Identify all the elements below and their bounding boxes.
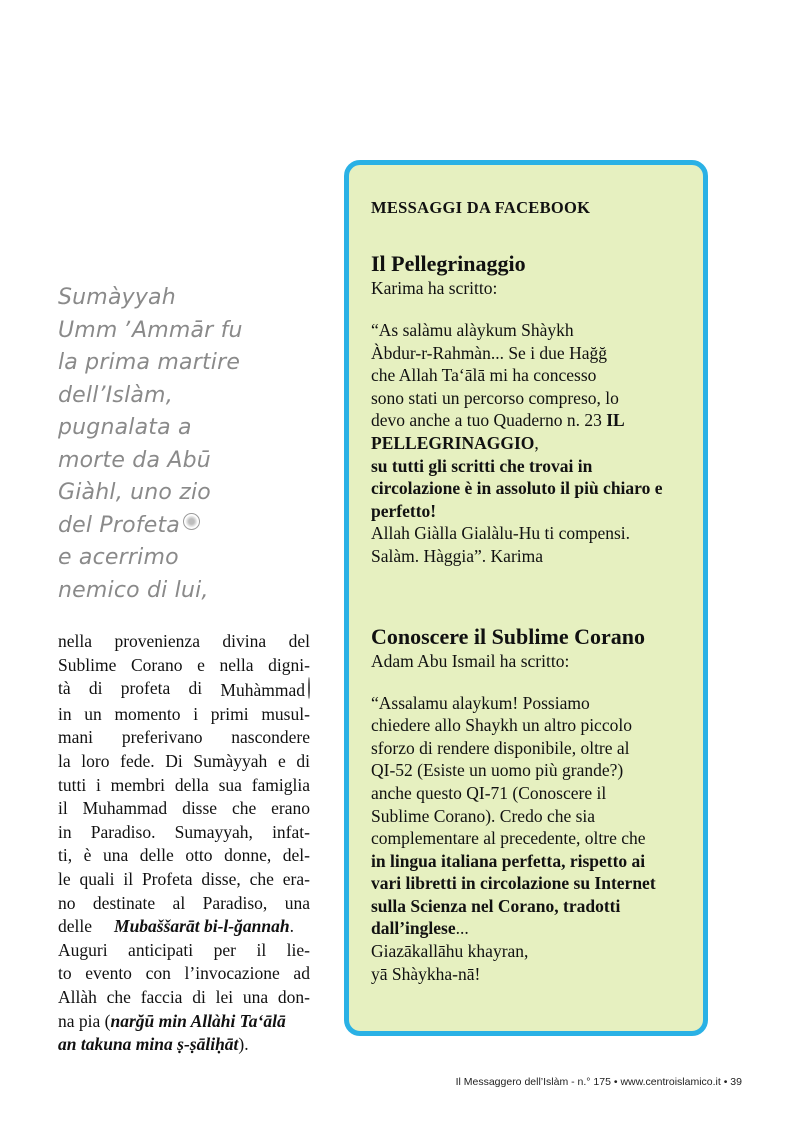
body-word: la <box>58 750 71 771</box>
body-word: tà <box>58 678 71 699</box>
body-word: tutti <box>58 774 87 795</box>
pull-quote-line: dell’Islàm, <box>58 382 173 408</box>
body-word: di <box>296 750 310 771</box>
body-text-column <box>58 630 310 1057</box>
body-word: faccia <box>140 986 183 1007</box>
body-word: mani <box>58 727 93 748</box>
message-line: sono stati un percorso compreso, lo <box>371 387 619 408</box>
emphasis: Mubaššarāt bi-l-ğannah <box>114 916 290 937</box>
message-bold-tail: IL <box>606 410 625 431</box>
body-word: in <box>58 703 72 724</box>
body-word: Paradiso, <box>202 892 268 913</box>
message-line: PELLEGRINAGGIO, <box>371 432 539 453</box>
body-word: provenienza <box>114 631 200 651</box>
body-word: Corano <box>130 654 183 675</box>
body-line <box>58 1010 310 1034</box>
body-word: l’invocazione <box>184 963 280 984</box>
message-line: perfetto! <box>371 500 437 521</box>
salutation-icon <box>308 677 310 699</box>
body-word: di <box>188 678 203 699</box>
pull-quote-line: la prima martire <box>58 350 241 375</box>
body-word: to <box>58 963 72 984</box>
body-line <box>58 726 310 750</box>
pull-quote-line: e acerrimo <box>58 545 179 570</box>
box-heading: MESSAGGI DA FACEBOOK <box>371 198 591 217</box>
body-word: loro <box>81 750 110 771</box>
body-word: delle <box>58 916 93 937</box>
body-word: otto <box>185 845 213 866</box>
message-author: Karima ha scritto: <box>371 278 498 298</box>
body-word: un <box>84 703 102 724</box>
body-word: fede. <box>120 750 155 771</box>
message-line: QI-52 (Esiste un uomo più grande?) <box>371 760 624 781</box>
body-word: ad <box>293 963 310 984</box>
body-word: nella <box>58 631 93 651</box>
body-word: del <box>288 631 310 651</box>
body-punct: ). <box>238 1034 249 1055</box>
pull-quote <box>58 282 278 607</box>
message-line: yā Shàykha-nā! <box>371 963 481 984</box>
body-word: don- <box>277 986 310 1007</box>
body-word: con <box>145 963 171 984</box>
body-line <box>58 821 310 845</box>
body-word: Profeta <box>141 868 193 889</box>
message-line: circolazione è in assoluto il più chiaro e <box>371 478 663 499</box>
message-line: dall’inglese... <box>371 918 469 939</box>
body-word: del- <box>282 845 310 866</box>
body-word: famiglia <box>251 774 310 795</box>
body-word: Sublime <box>58 654 117 675</box>
body-word: è <box>83 845 92 866</box>
message-plain-tail: , <box>534 432 539 453</box>
body-word: digni- <box>268 654 310 675</box>
pull-quote-line: Sumàyyah <box>58 285 176 310</box>
message-plain-tail: ... <box>455 918 469 939</box>
message-sublime-corano <box>371 624 691 986</box>
body-line <box>58 939 310 963</box>
message-line: Àbdur-r-Rahmàn... Se i due Hağğ <box>371 342 607 363</box>
body-word: momento <box>114 703 181 724</box>
body-line <box>58 774 310 798</box>
body-word: Muhàmmad <box>220 677 310 703</box>
body-word: i <box>95 774 101 795</box>
body-line <box>58 962 310 986</box>
body-line <box>58 986 310 1010</box>
body-word: Allàh <box>58 986 97 1007</box>
pull-quote-line: Umm ʼAmmār fu <box>58 317 243 343</box>
body-word: il <box>58 798 68 819</box>
body-word: musul- <box>261 703 310 724</box>
body-word: sua <box>218 774 242 795</box>
message-body <box>371 692 691 986</box>
body-word: che <box>249 868 274 889</box>
body-word: di <box>192 986 206 1007</box>
body-line <box>58 915 310 939</box>
body-word: profeta <box>120 678 171 699</box>
message-line: anche questo QI-71 (Conoscere il <box>371 782 607 803</box>
body-word: infat- <box>272 821 310 842</box>
pull-quote-line: pugnalata a <box>58 415 192 440</box>
body-word: anticipati <box>128 939 194 960</box>
body-word: i <box>193 703 199 724</box>
body-line <box>58 844 310 868</box>
body-word: Di <box>165 750 183 771</box>
body-word: quali <box>79 868 115 889</box>
body-word: erano <box>271 798 310 819</box>
message-title: Il Pellegrinaggio <box>371 251 526 276</box>
pull-quote-line: morte da Abū <box>58 447 211 473</box>
message-line: “Assalamu alaykum! Possiamo <box>371 692 590 713</box>
body-word: donne, <box>224 845 272 866</box>
body-line <box>58 868 310 892</box>
pull-quote-line: Giàhl, uno zio <box>58 480 211 505</box>
message-line: devo anche a tuo Quaderno n. 23 IL <box>371 410 625 431</box>
body-word: preferivano <box>121 727 203 748</box>
message-line: su tutti gli scritti che trovai in <box>371 455 593 476</box>
body-word: nascondere <box>231 727 310 748</box>
body-word: delle <box>139 845 174 866</box>
body-word: Sumàyyah <box>193 750 268 771</box>
body-word: lie- <box>286 939 310 960</box>
body-word: in <box>58 821 72 842</box>
pull-quote-line: nemico di lui, <box>58 577 209 603</box>
facebook-messages-content <box>371 198 691 985</box>
body-word: al <box>172 892 186 913</box>
body-word: di <box>88 678 103 699</box>
body-word: Paradiso. <box>90 821 156 842</box>
message-line: che Allah Taʻālā mi ha concesso <box>371 365 597 386</box>
body-word: na pia ( <box>58 1010 111 1031</box>
body-word: e <box>277 750 286 771</box>
message-title: Conoscere il Sublime Corano <box>371 623 645 649</box>
message-line: “As salàmu alàykum Shàykh <box>371 320 574 340</box>
body-word: disse, <box>201 868 241 889</box>
page-footer: Il Messaggero dell’Islàm - n.° 175 • www.centroislamico.it • 39 <box>455 1076 742 1088</box>
body-punct: . <box>289 916 294 937</box>
facebook-messages-box <box>344 160 708 1036</box>
body-word: della <box>174 774 209 795</box>
message-author: Adam Abu Ismail ha scritto: <box>371 650 570 671</box>
body-line <box>58 654 310 678</box>
message-line: chiedere allo Shaykh un altro piccolo <box>371 715 632 736</box>
body-line <box>58 750 310 774</box>
body-word: il <box>123 868 134 889</box>
body-word: membri <box>110 774 166 795</box>
body-word: no <box>58 892 76 913</box>
body-line <box>58 797 310 821</box>
body-word: destinate <box>92 892 156 913</box>
pull-quote-line: del Profeta <box>58 510 278 543</box>
message-line: in lingua italiana perfetta, rispetto ai <box>371 850 646 871</box>
body-word: e <box>197 654 205 675</box>
body-word: divina <box>222 631 267 651</box>
body-word: che <box>106 986 131 1007</box>
body-word: primi <box>210 703 249 724</box>
message-line: sforzo di rendere disponibile, oltre al <box>371 737 630 758</box>
body-word: lei <box>215 986 234 1007</box>
message-pellegrinaggio <box>371 251 691 568</box>
body-line <box>58 892 310 916</box>
emphasis: an takuna mina ṣ-ṣāliḥāt <box>58 1034 239 1055</box>
body-line <box>58 703 310 727</box>
body-line <box>58 677 310 703</box>
body-word: una <box>102 845 129 866</box>
body-word: una <box>284 892 310 913</box>
body-word: nella <box>219 654 254 675</box>
salutation-icon <box>183 513 200 530</box>
message-line: Allah Giàlla Gialàlu-Hu ti compensi. <box>371 523 631 544</box>
body-word: le <box>58 868 71 889</box>
message-line: Sublime Corano). Credo che sia <box>371 805 596 826</box>
emphasis: narğū min Allàhi Taʻālā <box>110 1010 286 1031</box>
message-line: Salàm. Hàggia”. Karima <box>371 545 544 566</box>
body-word: una <box>242 986 269 1007</box>
body-word: ti, <box>58 845 73 866</box>
body-word: il <box>256 939 267 960</box>
body-word: per <box>213 939 236 960</box>
body-word: evento <box>85 963 132 984</box>
body-word: Sumayyah, <box>174 821 253 842</box>
message-body <box>371 319 691 568</box>
body-line <box>58 630 310 654</box>
message-line: vari libretti in circolazione su Internet <box>371 873 656 894</box>
message-line: sulla Scienza nel Corano, tradotti <box>371 895 621 916</box>
body-word: disse <box>182 798 218 819</box>
body-word: era- <box>282 868 310 889</box>
body-word: che <box>231 798 257 819</box>
message-line: complementare al precedente, oltre che <box>371 828 646 849</box>
body-word: Auguri <box>58 939 108 960</box>
body-line <box>58 1033 310 1057</box>
message-line: Giazākallāhu khayran, <box>371 941 529 962</box>
body-word: Muhammad <box>82 798 168 819</box>
